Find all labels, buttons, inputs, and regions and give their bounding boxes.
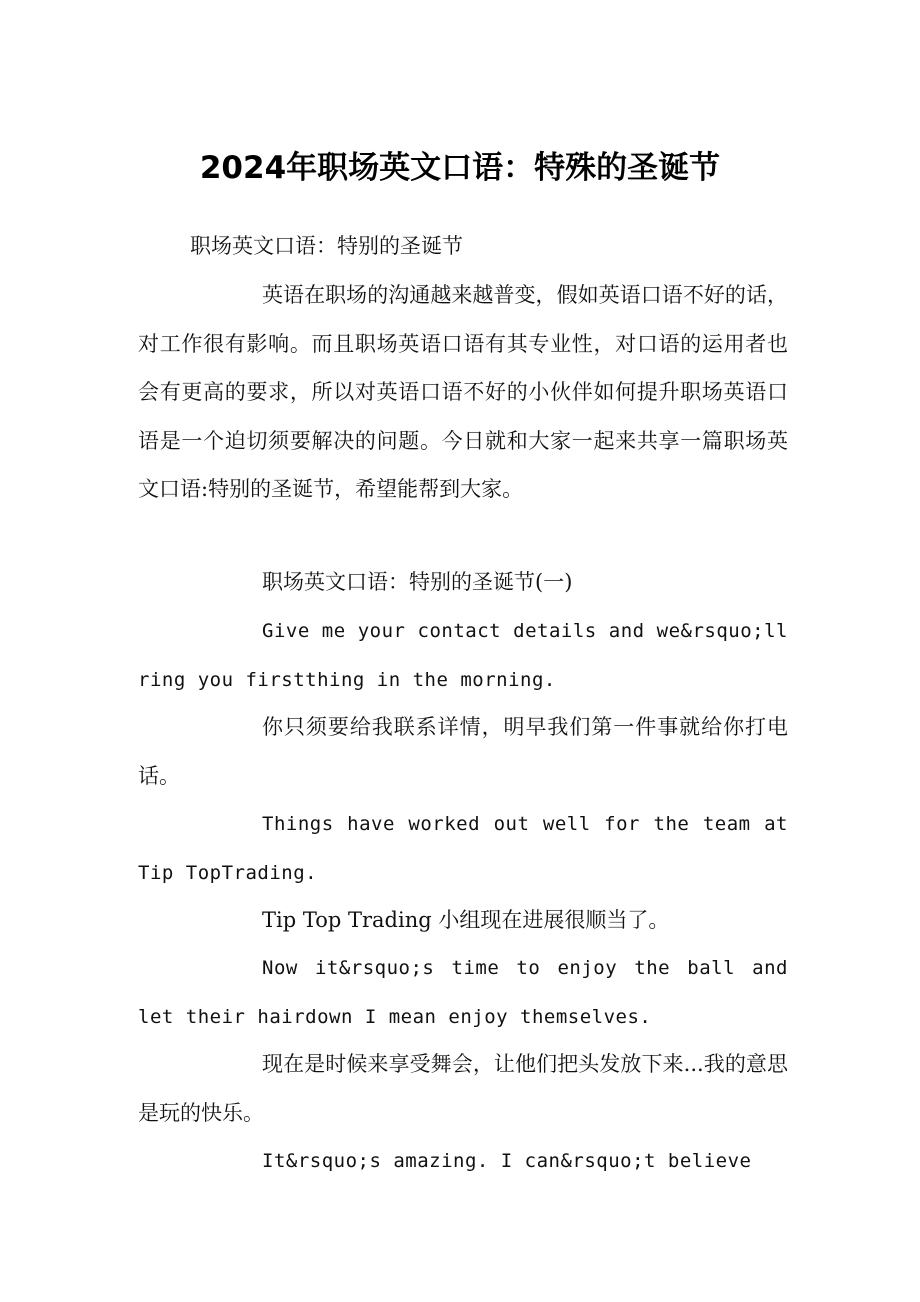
english-line-3: Now it&rsquo;s time to enjoy the ball and let their hairdown I mean enjoy themselves. (138, 957, 788, 1028)
chinese-line-2: Tip Top Trading 小组现在进展很顺当了。 (262, 908, 670, 932)
document-subtitle: 职场英文口语：特别的圣诞节 (190, 234, 463, 258)
english-line-4: It&rsquo;s amazing. I can&rsquo;t believe (262, 1150, 752, 1172)
chinese-line-1: 你只须要给我联系详情，明早我们第一件事就给你打电话。 (138, 715, 788, 788)
document-title: 2024年职场英文口语：特殊的圣诞节 (199, 150, 721, 186)
section-heading: 职场英文口语：特别的圣诞节(一) (262, 570, 573, 594)
intro-paragraph: 英语在职场的沟通越来越普变，假如英语口语不好的话，对工作很有影响。而且职场英语口语有其专业性，对口语的运用者也会有更高的要求，所以对英语口语不好的小伙伴如何提升职场英语口语是一个迫切须要解决的问题。今日就和大家一起来共享一篇职场英文口语:特别的圣诞节，希望能帮到大家。 (138, 283, 788, 501)
english-line-1: Give me your contact details and we&rsquo;ll ring you firstthing in the morning. (138, 620, 788, 691)
chinese-line-3: 现在是时候来享受舞会，让他们把头发放下来...我的意思是玩的快乐。 (138, 1052, 788, 1125)
english-line-2: Things have worked out well for the team at Tip TopTrading. (138, 813, 788, 884)
